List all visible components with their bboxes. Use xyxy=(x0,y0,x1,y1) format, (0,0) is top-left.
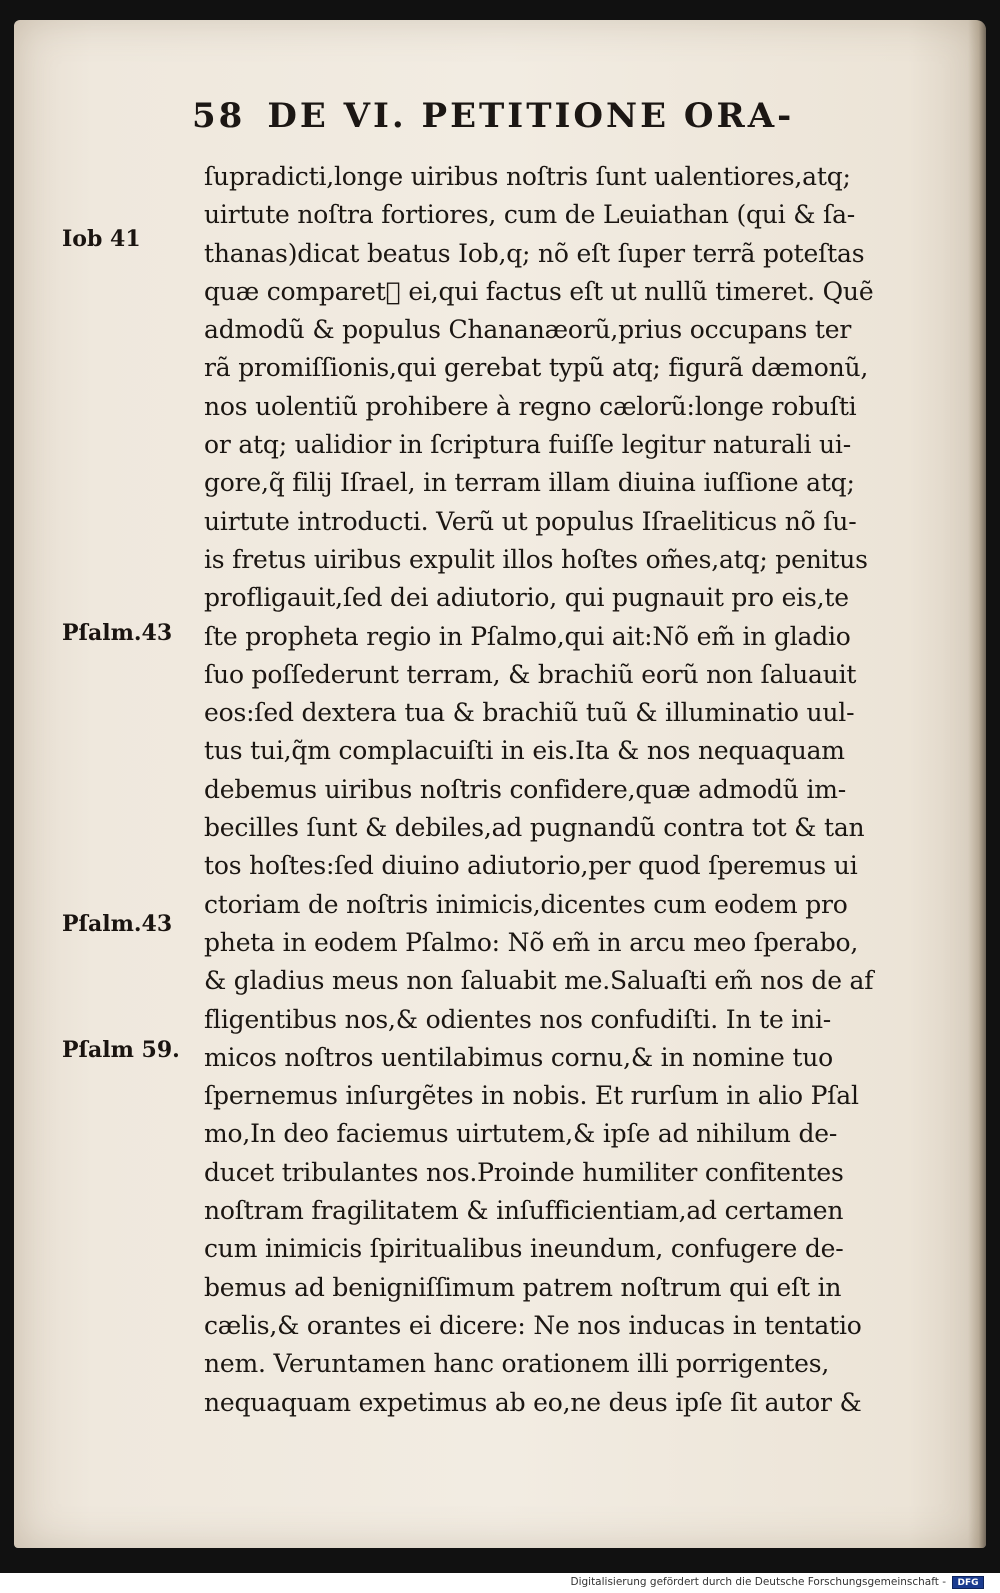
marginal-note-job: Iob 41 xyxy=(62,226,141,252)
text-line: nequaquam expetimus ab eo,ne deus ipſe ſit autor & xyxy=(204,1387,862,1417)
text-line: debemus uiribus noſtris confidere,quæ admodũ im- xyxy=(204,774,846,804)
text-line: gore,q̃ filij Iſrael, in terram illam diuina iuſſione atq; xyxy=(204,468,855,498)
text-line: noſtram fragilitatem & inſufficientiam,ad certamen xyxy=(204,1196,844,1226)
text-line: nos uolentiũ prohibere à regno cælorũ:longe robuſti xyxy=(204,391,857,421)
text-line: admodũ & populus Chananæorũ,prius occupans ter xyxy=(204,315,852,345)
text-line: nem. Veruntamen hanc orationem illi porrigentes, xyxy=(204,1349,830,1379)
marginal-note-psalm: Pſalm 59. xyxy=(62,1037,180,1063)
text-line: profligauit,ſed dei adiutorio, qui pugnauit pro eis,te xyxy=(204,583,849,613)
text-line: tus tui,q̃m complacuiſti in eis.Ita & nos nequaquam xyxy=(204,736,845,766)
text-line: is fretus uiribus expulit illos hoſtes om̃es,atq; penitus xyxy=(204,544,868,574)
text-line: becilles ſunt & debiles,ad pugnandũ contra tot & tan xyxy=(204,813,865,843)
text-line: ctoriam de noſtris inimicis,dicentes cum eodem pro xyxy=(204,889,848,919)
text-line: tos hoſtes:ſed diuino adiutorio,per quod ſperemus ui xyxy=(204,851,858,881)
page-header xyxy=(192,96,832,144)
text-line: uirtute noſtra fortiores, cum de Leuiathan (qui & ſa- xyxy=(204,200,856,230)
text-line: pheta in eodem Pſalmo: Nõ em̃ in arcu meo ſperabo, xyxy=(204,927,859,957)
text-line: quæ comparetᷣ ei,qui factus eſt ut nullũ timeret. Quẽ xyxy=(204,276,874,306)
text-line: bemus ad benigniſſimum patrem noſtrum qui eſt in xyxy=(204,1272,842,1302)
text-line: cum inimicis ſpiritualibus ineundum, confugere de- xyxy=(204,1234,844,1264)
running-title: DE VI. PETITIONE ORA- xyxy=(267,96,795,136)
text-line: micos noſtros uentilabimus cornu,& in nomine tuo xyxy=(204,1042,833,1072)
marginal-note-psalm: Pſalm.43 xyxy=(62,620,173,646)
text-line: uirtute introducti. Verũ ut populus Iſraeliticus nõ ſu- xyxy=(204,506,857,536)
funding-credit: Digitalisierung gefördert durch die Deutsche Forschungsgemeinschaft - xyxy=(570,1576,946,1588)
text-line: ſuo poſſederunt terram, & brachiũ eorũ non ſaluauit xyxy=(204,659,857,689)
text-line: thanas)dicat beatus Iob,q; nõ eſt ſuper terrã poteſtas xyxy=(204,238,865,268)
text-line: or atq; ualidior in ſcriptura fuiſſe legitur naturali ui- xyxy=(204,430,851,460)
body-text xyxy=(204,158,924,1422)
dfg-logo-icon: DFG xyxy=(952,1576,984,1589)
text-line: ſpernemus inſurgẽtes in nobis. Et rurſum in alio Pſal xyxy=(204,1081,859,1111)
text-line: mo,In deo faciemus uirtutem,& ipſe ad nihilum de- xyxy=(204,1119,838,1149)
text-line: cælis,& orantes ei dicere: Ne nos inducas in tentatio xyxy=(204,1310,862,1340)
text-line: ducet tribulantes nos.Proinde humiliter confitentes xyxy=(204,1157,844,1187)
text-line: ſte propheta regio in Pſalmo,qui ait:Nõ em̃ in gladio xyxy=(204,621,851,651)
marginal-note-psalm: Pſalm.43 xyxy=(62,911,173,937)
text-line: ſupradicti,longe uiribus noſtris ſunt ualentiores,atq; xyxy=(204,162,851,191)
folio-number: 58 xyxy=(192,96,246,136)
text-line: eos:ſed dextera tua & brachiũ tuũ & illuminatio uul- xyxy=(204,698,855,728)
text-line: fligentibus nos,& odientes nos confudiſti. In te ini- xyxy=(204,1004,832,1034)
text-line: rã promiſſionis,qui gerebat typũ atq; figurã dæmonũ, xyxy=(204,353,869,383)
page-edge-shadow xyxy=(968,20,986,1548)
text-line: & gladius meus non ſaluabit me.Saluaſti em̃ nos de af xyxy=(204,966,874,996)
